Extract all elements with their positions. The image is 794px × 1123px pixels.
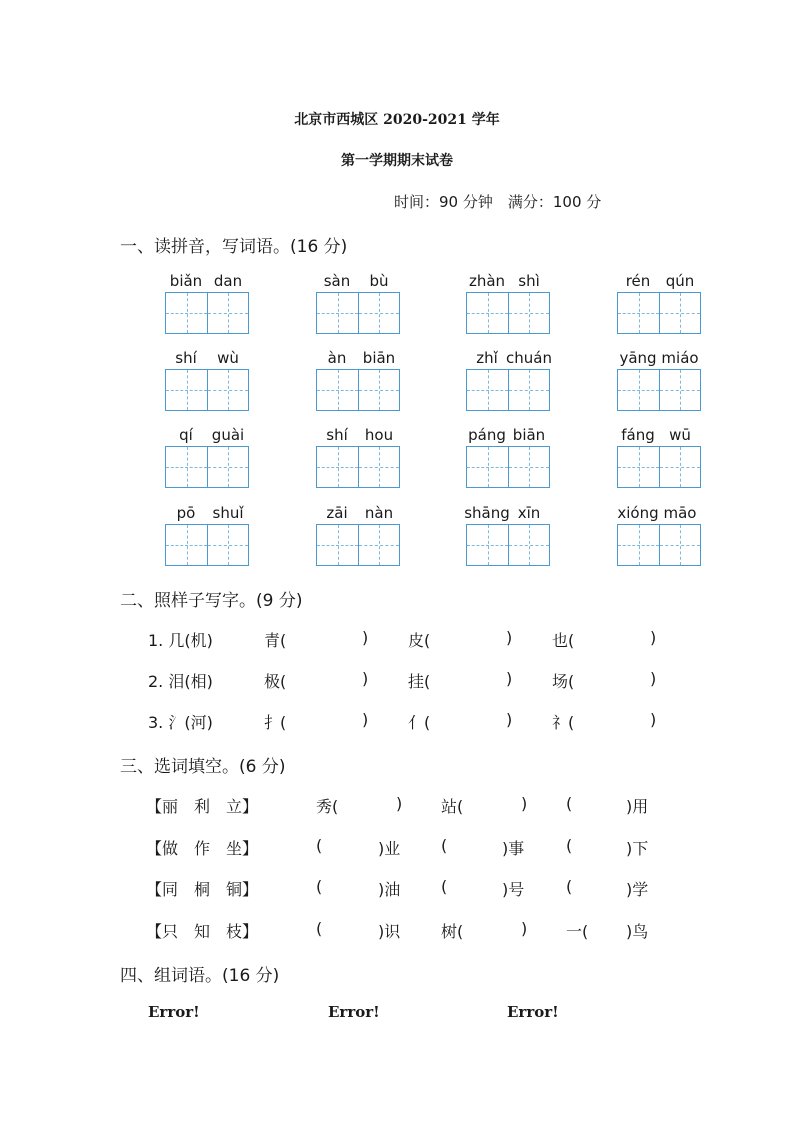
blank-prompt: 也(: [552, 631, 575, 650]
blank-close: ): [506, 710, 513, 729]
writing-cell[interactable]: [207, 525, 248, 565]
pinyin-left: zāi: [326, 504, 348, 522]
writing-grid[interactable]: [617, 369, 701, 411]
writing-grid[interactable]: [316, 292, 400, 334]
blank-prompt: (: [566, 836, 573, 855]
writing-cell[interactable]: [207, 370, 248, 410]
error-text: Error!: [148, 1003, 200, 1021]
writing-cell[interactable]: [618, 370, 659, 410]
writing-cell[interactable]: [618, 447, 659, 487]
writing-cell[interactable]: [166, 525, 207, 565]
pinyin-right: biān: [362, 349, 396, 367]
blank-close: )学: [626, 880, 649, 899]
page-subtitle: 第一学期期末试卷: [341, 153, 453, 169]
writing-cell[interactable]: [358, 370, 399, 410]
blank-close: )识: [378, 922, 401, 941]
blank-prompt: 秀(: [316, 797, 339, 816]
pinyin-left: fáng: [621, 426, 655, 444]
blank-prompt: 皮(: [408, 631, 431, 650]
pinyin-left: àn: [327, 349, 347, 367]
pinyin-right: bù: [369, 272, 389, 290]
writing-grid[interactable]: [165, 369, 249, 411]
blank-close: ): [650, 669, 657, 688]
writing-cell[interactable]: [467, 370, 508, 410]
pinyin-left: shāng: [464, 504, 510, 522]
writing-cell[interactable]: [358, 447, 399, 487]
writing-cell[interactable]: [317, 525, 358, 565]
word-choices: 【同 桐 铜】: [146, 880, 259, 899]
blank-close: )号: [502, 880, 525, 899]
writing-grid[interactable]: [617, 524, 701, 566]
blank-prompt: 树(: [441, 922, 464, 941]
writing-cell[interactable]: [166, 293, 207, 333]
blank-close: )业: [378, 839, 401, 858]
section-1-heading: 一、读拼音，写词语。(16 分): [120, 237, 348, 257]
writing-cell[interactable]: [659, 370, 700, 410]
error-text: Error!: [328, 1003, 380, 1021]
writing-cell[interactable]: [618, 525, 659, 565]
blank-close: ): [362, 710, 369, 729]
example: 2. 泪(相): [148, 672, 213, 691]
blank-close: ): [506, 628, 513, 647]
blank-close: ): [521, 919, 528, 938]
blank-prompt: 挂(: [408, 672, 431, 691]
word-choices: 【丽 利 立】: [146, 797, 259, 816]
blank-prompt: 站(: [441, 797, 464, 816]
writing-grid[interactable]: [165, 446, 249, 488]
pinyin-right: nàn: [364, 504, 394, 522]
page-title: 北京市西城区 2020-2021 学年: [294, 112, 500, 128]
writing-grid[interactable]: [466, 369, 550, 411]
blank-close: ): [396, 794, 403, 813]
pinyin-left: rén: [625, 272, 651, 290]
blank-prompt: (: [441, 877, 448, 896]
pinyin-left: pō: [176, 504, 196, 522]
blank-prompt: (: [316, 877, 323, 896]
blank-prompt: (: [316, 836, 323, 855]
blank-prompt: 礻(: [552, 713, 575, 732]
writing-grid[interactable]: [466, 446, 550, 488]
writing-cell[interactable]: [358, 525, 399, 565]
pinyin-left: zhǐ: [476, 349, 498, 367]
pinyin-left: xióng: [617, 504, 659, 522]
word-choices: 【只 知 枝】: [146, 922, 259, 941]
blank-close: )用: [626, 797, 649, 816]
writing-grid[interactable]: [466, 292, 550, 334]
pinyin-left: yāng: [619, 349, 657, 367]
writing-cell[interactable]: [207, 293, 248, 333]
pinyin-left: sàn: [323, 272, 351, 290]
writing-grid[interactable]: [466, 524, 550, 566]
writing-cell[interactable]: [166, 447, 207, 487]
writing-cell[interactable]: [317, 370, 358, 410]
error-text: Error!: [507, 1003, 559, 1021]
writing-cell[interactable]: [467, 525, 508, 565]
blank-close: ): [362, 669, 369, 688]
blank-prompt: 场(: [552, 672, 575, 691]
pinyin-left: biǎn: [169, 272, 203, 290]
writing-cell[interactable]: [508, 525, 549, 565]
section-3-heading: 三、选词填空。(6 分): [120, 757, 286, 777]
section-4-heading: 四、组词语。(16 分): [120, 966, 280, 986]
blank-prompt: (: [316, 919, 323, 938]
blank-close: ): [521, 794, 528, 813]
blank-close: )事: [502, 839, 525, 858]
pinyin-right: miáo: [661, 349, 699, 367]
writing-cell[interactable]: [508, 370, 549, 410]
blank-prompt: (: [566, 794, 573, 813]
writing-grid[interactable]: [165, 524, 249, 566]
blank-prompt: 亻(: [408, 713, 431, 732]
pinyin-right: wù: [217, 349, 239, 367]
writing-cell[interactable]: [659, 447, 700, 487]
section-2-heading: 二、照样子写字。(9 分): [120, 591, 303, 611]
pinyin-right: dan: [213, 272, 243, 290]
writing-grid[interactable]: [316, 369, 400, 411]
blank-prompt: 一(: [566, 922, 589, 941]
pinyin-right: hou: [364, 426, 394, 444]
blank-close: ): [650, 628, 657, 647]
pinyin-left: zhàn: [468, 272, 506, 290]
writing-grid[interactable]: [316, 446, 400, 488]
pinyin-left: páng: [468, 426, 506, 444]
writing-cell[interactable]: [467, 447, 508, 487]
pinyin-right: biān: [512, 426, 546, 444]
example: 1. 几(机): [148, 631, 213, 650]
pinyin-left: shí: [326, 426, 348, 444]
writing-cell[interactable]: [659, 525, 700, 565]
writing-cell[interactable]: [618, 293, 659, 333]
blank-close: )鸟: [626, 922, 649, 941]
writing-cell[interactable]: [317, 293, 358, 333]
writing-cell[interactable]: [508, 447, 549, 487]
blank-close: )下: [626, 839, 649, 858]
writing-grid[interactable]: [316, 524, 400, 566]
writing-cell[interactable]: [207, 447, 248, 487]
writing-cell[interactable]: [508, 293, 549, 333]
writing-cell[interactable]: [358, 293, 399, 333]
pinyin-right: shì: [518, 272, 540, 290]
example: 3. 氵(河): [148, 713, 213, 732]
pinyin-right: guài: [211, 426, 245, 444]
blank-close: ): [506, 669, 513, 688]
word-choices: 【做 作 坐】: [146, 839, 259, 858]
blank-close: )油: [378, 880, 401, 899]
writing-grid[interactable]: [165, 292, 249, 334]
blank-prompt: (: [566, 877, 573, 896]
pinyin-left: shí: [175, 349, 197, 367]
pinyin-right: māo: [663, 504, 697, 522]
pinyin-right: shuǐ: [212, 504, 244, 522]
writing-cell[interactable]: [166, 370, 207, 410]
writing-cell[interactable]: [317, 447, 358, 487]
pinyin-left: qí: [179, 426, 193, 444]
pinyin-right: chuán: [506, 349, 552, 367]
writing-grid[interactable]: [617, 446, 701, 488]
pinyin-right: xīn: [517, 504, 541, 522]
blank-prompt: 扌(: [264, 713, 287, 732]
blank-prompt: (: [441, 836, 448, 855]
writing-cell[interactable]: [467, 293, 508, 333]
writing-grid[interactable]: [617, 292, 701, 334]
pinyin-right: wū: [669, 426, 691, 444]
blank-prompt: 极(: [264, 672, 287, 691]
exam-meta: 时间：90 分钟 满分：100 分: [394, 193, 602, 211]
writing-cell[interactable]: [659, 293, 700, 333]
blank-close: ): [362, 628, 369, 647]
blank-close: ): [650, 710, 657, 729]
pinyin-right: qún: [665, 272, 695, 290]
blank-prompt: 青(: [264, 631, 287, 650]
